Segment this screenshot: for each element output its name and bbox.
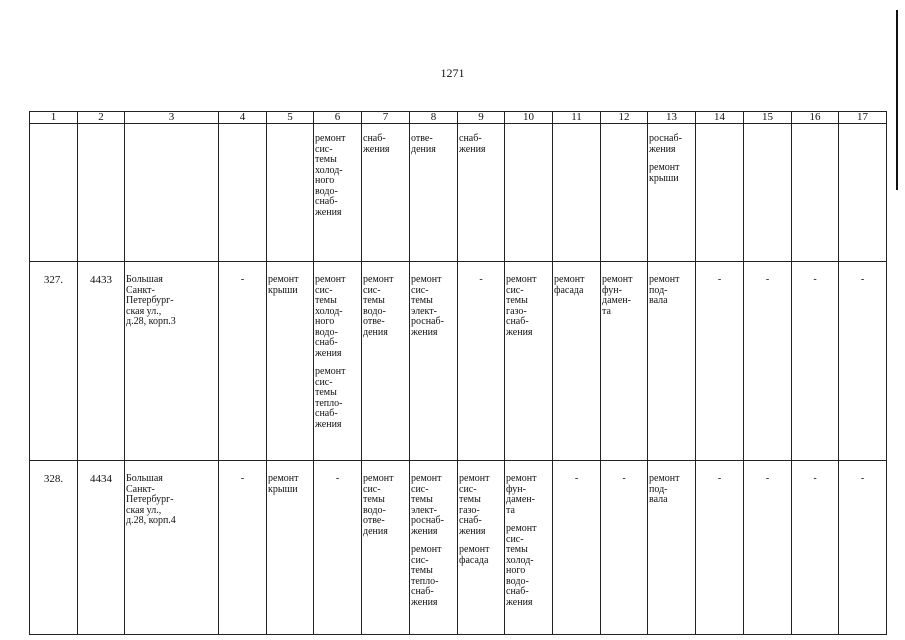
cell-col-15: - (744, 262, 792, 461)
work-entry: ремонт сис- темы элект- роснаб- жения (411, 274, 444, 338)
work-entry: ремонт крыши (268, 274, 299, 296)
work-entry: ремонт сис- темы газо- снаб- жения (506, 274, 537, 338)
header-cell-11: 11 (553, 112, 601, 124)
work-entry: ремонт под- вала (649, 274, 680, 306)
cell-col-4: - (219, 461, 267, 635)
header-cell-14: 14 (696, 112, 744, 124)
work-entry: снаб- жения (363, 133, 390, 155)
cell-col-16: - (792, 461, 839, 635)
cell-col-8 (410, 262, 458, 461)
cell-col-17: - (839, 262, 887, 461)
cell-col-7 (362, 262, 410, 461)
cell-col-15 (744, 124, 792, 262)
cell-col-2 (78, 124, 125, 262)
work-entry: ремонт сис- темы газо- снаб- жения (459, 473, 490, 537)
header-cell-4: 4 (219, 112, 267, 124)
header-cell-15: 15 (744, 112, 792, 124)
work-entry: ремонт крыши (268, 473, 299, 495)
cell-col-16 (792, 124, 839, 262)
cell-col-13 (648, 124, 696, 262)
header-cell-8: 8 (410, 112, 458, 124)
header-cell-7: 7 (362, 112, 410, 124)
work-entry: ремонт сис- темы холод- ного водо- снаб- жения (506, 523, 537, 608)
work-entry: ремонт под- вала (649, 473, 680, 505)
cell-col-6: - (314, 461, 362, 635)
cell-col-4 (219, 124, 267, 262)
header-cell-1: 1 (30, 112, 78, 124)
cell-col-13 (648, 461, 696, 635)
cell-col-3: Большая Санкт- Петербург- ская ул., д.28, корп.4 (125, 461, 219, 635)
cell-col-1: 328. (30, 461, 78, 635)
cell-col-3: Большая Санкт- Петербург- ская ул., д.28, корп.3 (125, 262, 219, 461)
header-cell-10: 10 (505, 112, 553, 124)
work-entry: отве- дения (411, 133, 436, 155)
cell-col-6 (314, 262, 362, 461)
cell-col-9 (458, 461, 505, 635)
cell-col-2: 4433 (78, 262, 125, 461)
cell-col-5 (267, 124, 314, 262)
work-entry: ремонт сис- темы элект- роснаб- жения (411, 473, 444, 537)
work-entry: ремонт сис- темы тепло- снаб- жения (411, 544, 442, 608)
cell-col-10 (505, 262, 553, 461)
work-entry: ремонт сис- темы водо- отве- дения (363, 274, 394, 338)
work-entry: ремонт сис- темы холод- ного водо- снаб- жения (315, 133, 346, 218)
header-cell-17: 17 (839, 112, 887, 124)
cell-col-15: - (744, 461, 792, 635)
cell-col-2: 4434 (78, 461, 125, 635)
table-row (30, 124, 887, 262)
work-entry: снаб- жения (459, 133, 486, 155)
cell-col-4: - (219, 262, 267, 461)
table-row (30, 262, 887, 461)
work-entry: ремонт сис- темы холод- ного водо- снаб- жения (315, 274, 346, 359)
header-cell-9: 9 (458, 112, 505, 124)
table-row (30, 461, 887, 635)
cell-col-10 (505, 461, 553, 635)
cell-col-9 (458, 124, 505, 262)
cell-col-10 (505, 124, 553, 262)
work-entry: ремонт сис- темы водо- отве- дения (363, 473, 394, 537)
header-cell-2: 2 (78, 112, 125, 124)
header-cell-16: 16 (792, 112, 839, 124)
header-cell-12: 12 (601, 112, 648, 124)
page-number: 1271 (440, 66, 465, 80)
cell-col-1: 327. (30, 262, 78, 461)
cell-col-11 (553, 262, 601, 461)
cell-col-14 (696, 124, 744, 262)
work-entry: ремонт фасада (459, 544, 490, 566)
margin-bar (896, 10, 898, 190)
cell-col-11: - (553, 461, 601, 635)
cell-col-12 (601, 262, 648, 461)
cell-col-7 (362, 124, 410, 262)
work-entry: роснаб- жения (649, 133, 682, 155)
cell-col-1 (30, 124, 78, 262)
cell-col-11 (553, 124, 601, 262)
cell-col-7 (362, 461, 410, 635)
work-entry: ремонт крыши (649, 162, 680, 184)
work-entry: ремонт сис- темы тепло- снаб- жения (315, 366, 346, 430)
work-entry: ремонт фун- дамен- та (506, 473, 537, 516)
header-row (30, 112, 887, 124)
cell-col-14: - (696, 461, 744, 635)
work-entry: ремонт фун- дамен- та (602, 274, 633, 317)
cell-col-3 (125, 124, 219, 262)
work-entry: ремонт фасада (554, 274, 585, 296)
cell-col-17: - (839, 461, 887, 635)
cell-col-14: - (696, 262, 744, 461)
cell-col-17 (839, 124, 887, 262)
header-cell-3: 3 (125, 112, 219, 124)
header-cell-13: 13 (648, 112, 696, 124)
cell-col-12 (601, 124, 648, 262)
cell-col-12: - (601, 461, 648, 635)
works-table (29, 111, 887, 635)
cell-col-8 (410, 124, 458, 262)
header-cell-6: 6 (314, 112, 362, 124)
cell-col-5 (267, 461, 314, 635)
cell-col-6 (314, 124, 362, 262)
cell-col-16: - (792, 262, 839, 461)
cell-col-8 (410, 461, 458, 635)
cell-col-13 (648, 262, 696, 461)
cell-col-9: - (458, 262, 505, 461)
header-cell-5: 5 (267, 112, 314, 124)
cell-col-5 (267, 262, 314, 461)
